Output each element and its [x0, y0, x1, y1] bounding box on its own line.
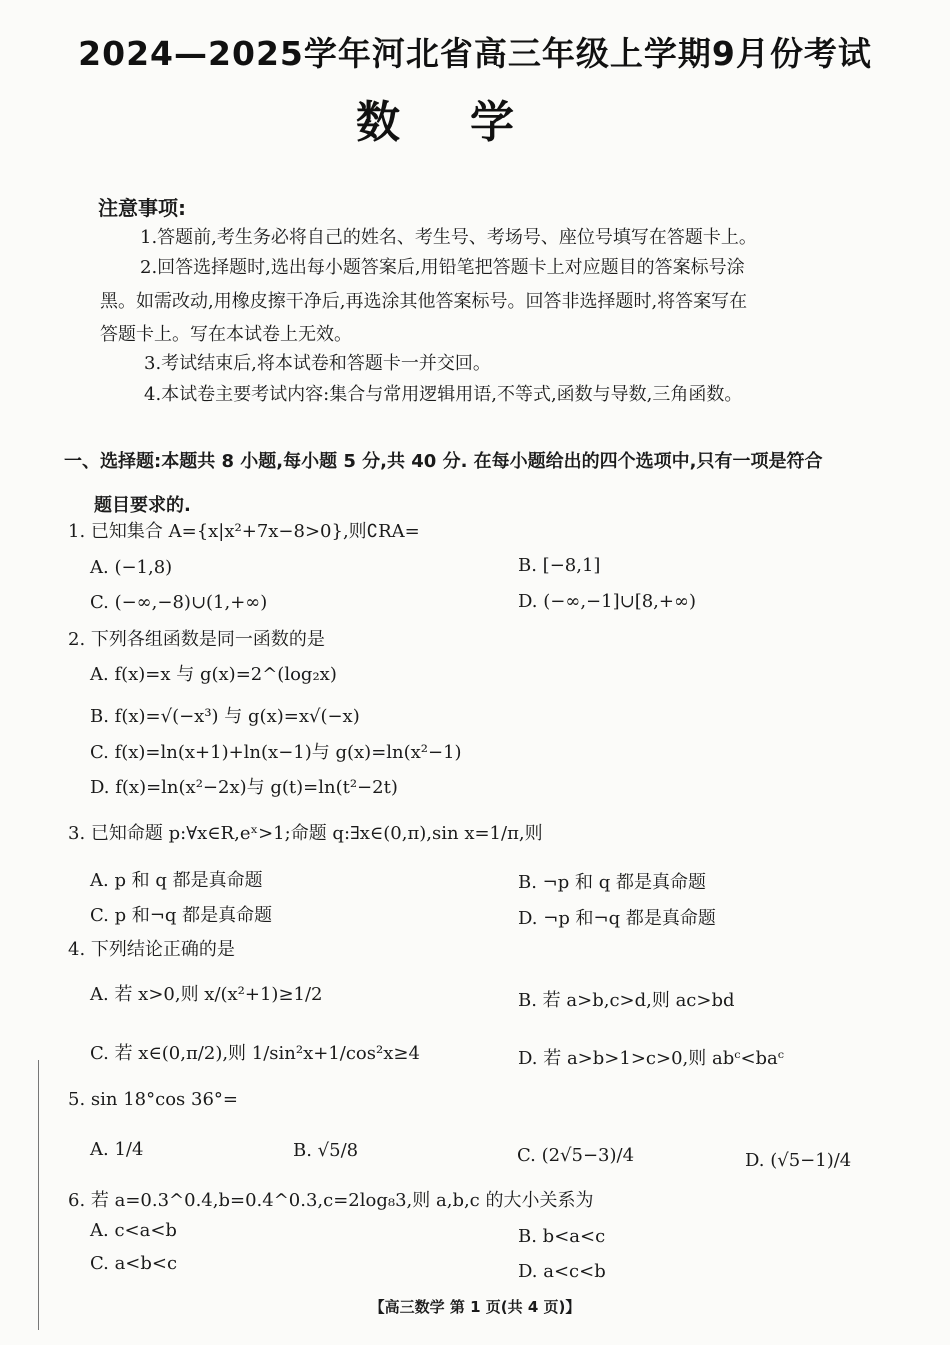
question-5-option-a: A. 1/4: [90, 1139, 144, 1160]
question-4-option-c: C. 若 x∈(0,π/2),则 1/sin²x+1/cos²x≥4: [90, 1043, 420, 1064]
question-6-stem: 6. 若 a=0.3^0.4,b=0.4^0.3,c=2log₈3,则 a,b,c 的大小关系为: [68, 1190, 594, 1211]
section-heading: [64, 440, 904, 528]
question-5-option-b: B. √5/8: [293, 1140, 359, 1161]
note-2c: 答题卡上。写在本试卷上无效。: [100, 324, 352, 345]
question-5-option-d: D. (√5−1)/4: [745, 1150, 852, 1171]
question-3-option-d: D. ¬p 和¬q 都是真命题: [518, 908, 716, 929]
question-6-option-c: C. a<b<c: [90, 1253, 178, 1274]
section-heading-line2: 题目要求的.: [94, 495, 191, 516]
question-1-option-b: B. [−8,1]: [518, 555, 601, 576]
question-5-stem: 5. sin 18°cos 36°=: [68, 1089, 238, 1110]
question-5-option-c: C. (2√5−3)/4: [517, 1145, 635, 1166]
question-3-option-a: A. p 和 q 都是真命题: [90, 870, 263, 891]
page-footer: 【高三数学 第 1 页(共 4 页)】: [369, 1298, 581, 1316]
question-2-option-b: B. f(x)=√(−x³) 与 g(x)=x√(−x): [90, 706, 360, 727]
note-2b: 黑。如需改动,用橡皮擦干净后,再选涂其他答案标号。回答非选择题时,将答案写在: [100, 291, 748, 312]
exam-title: 2024—2025学年河北省高三年级上学期9月份考试: [78, 34, 872, 73]
question-1-option-c: C. (−∞,−8)∪(1,+∞): [90, 592, 268, 613]
note-1: 1.答题前,考生务必将自己的姓名、考生号、考场号、座位号填写在答题卡上。: [140, 227, 757, 248]
question-3-stem: 3. 已知命题 p:∀x∈R,eˣ>1;命题 q:∃x∈(0,π),sin x=1/π,则: [68, 823, 543, 844]
question-4-option-a: A. 若 x>0,则 x/(x²+1)≥1/2: [90, 984, 323, 1005]
question-2-option-d: D. f(x)=ln(x²−2x)与 g(t)=ln(t²−2t): [90, 777, 398, 798]
question-2-option-c: C. f(x)=ln(x+1)+ln(x−1)与 g(x)=ln(x²−1): [90, 742, 462, 763]
note-2a: 2.回答选择题时,选出每小题答案后,用铅笔把答题卡上对应题目的答案标号涂: [140, 257, 745, 278]
note-4: 4.本试卷主要考试内容:集合与常用逻辑用语,不等式,函数与导数,三角函数。: [144, 384, 743, 405]
subject-title: 数学: [356, 97, 584, 148]
question-1-option-d: D. (−∞,−1]∪[8,+∞): [518, 591, 696, 612]
page-edge-line: [38, 1060, 39, 1330]
question-1-option-a: A. (−1,8): [90, 557, 173, 578]
question-4-option-d: D. 若 a>b>1>c>0,则 abᶜ<baᶜ: [518, 1048, 785, 1069]
note-3: 3.考试结束后,将本试卷和答题卡一并交回。: [144, 353, 491, 374]
question-1-stem: 1. 已知集合 A={x|x²+7x−8>0},则∁RA=: [68, 521, 420, 542]
question-2-option-a: A. f(x)=x 与 g(x)=2^(log₂x): [90, 664, 337, 685]
question-4-option-b: B. 若 a>b,c>d,则 ac>bd: [518, 990, 735, 1011]
question-2-stem: 2. 下列各组函数是同一函数的是: [68, 629, 325, 650]
question-6-option-a: A. c<a<b: [90, 1220, 177, 1241]
question-4-stem: 4. 下列结论正确的是: [68, 939, 235, 960]
notes-heading: 注意事项:: [98, 196, 186, 220]
section-heading-line1: 一、选择题:本题共 8 小题,每小题 5 分,共 40 分. 在每小题给出的四个选项中,只有一项是符合: [64, 451, 823, 472]
question-6-option-d: D. a<c<b: [518, 1261, 606, 1282]
question-6-option-b: B. b<a<c: [518, 1226, 606, 1247]
question-3-option-c: C. p 和¬q 都是真命题: [90, 905, 273, 926]
question-3-option-b: B. ¬p 和 q 都是真命题: [518, 872, 706, 893]
